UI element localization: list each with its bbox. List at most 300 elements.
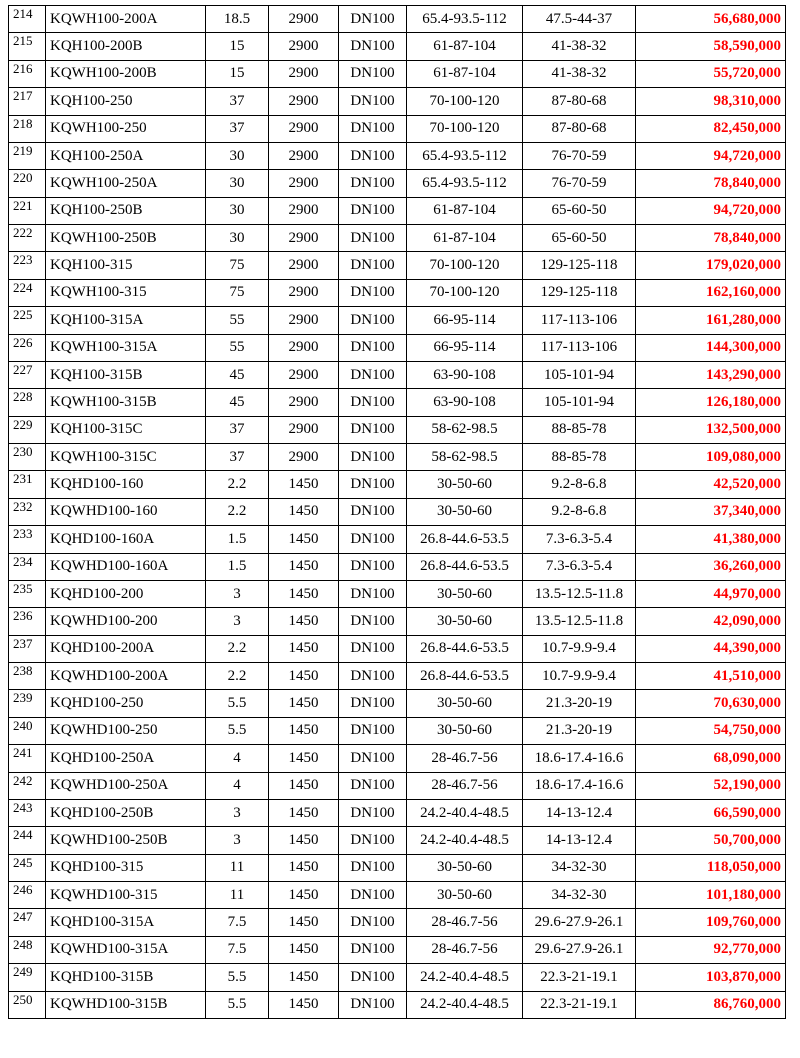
model-cell: KQWHD100-250B bbox=[46, 827, 206, 854]
diameter-cell: DN100 bbox=[339, 580, 407, 607]
table-row bbox=[9, 142, 786, 169]
head-cell: 21.3-20-19 bbox=[523, 690, 636, 717]
flow-cell: 70-100-120 bbox=[407, 252, 523, 279]
row-number: 249 bbox=[9, 964, 46, 991]
price-table bbox=[8, 5, 786, 1019]
flow-cell: 61-87-104 bbox=[407, 225, 523, 252]
price-cell: 52,190,000 bbox=[636, 772, 786, 799]
row-number: 234 bbox=[9, 553, 46, 580]
flow-cell: 24.2-40.4-48.5 bbox=[407, 827, 523, 854]
row-number: 239 bbox=[9, 690, 46, 717]
table-row bbox=[9, 553, 786, 580]
model-cell: KQWH100-250 bbox=[46, 115, 206, 142]
flow-cell: 70-100-120 bbox=[407, 88, 523, 115]
row-number: 222 bbox=[9, 225, 46, 252]
price-cell: 41,510,000 bbox=[636, 663, 786, 690]
head-cell: 9.2-8-6.8 bbox=[523, 498, 636, 525]
table-row bbox=[9, 444, 786, 471]
row-number: 228 bbox=[9, 389, 46, 416]
head-cell: 87-80-68 bbox=[523, 88, 636, 115]
table-row bbox=[9, 498, 786, 525]
speed-cell: 2900 bbox=[269, 279, 339, 306]
speed-cell: 1450 bbox=[269, 772, 339, 799]
speed-cell: 2900 bbox=[269, 170, 339, 197]
table-row bbox=[9, 115, 786, 142]
row-number: 232 bbox=[9, 498, 46, 525]
model-cell: KQWH100-315B bbox=[46, 389, 206, 416]
head-cell: 105-101-94 bbox=[523, 389, 636, 416]
power-cell: 75 bbox=[206, 252, 269, 279]
table-row bbox=[9, 964, 786, 991]
head-cell: 47.5-44-37 bbox=[523, 6, 636, 33]
row-number: 217 bbox=[9, 88, 46, 115]
table-body bbox=[9, 6, 786, 1019]
price-cell: 66,590,000 bbox=[636, 799, 786, 826]
row-number: 220 bbox=[9, 170, 46, 197]
head-cell: 34-32-30 bbox=[523, 854, 636, 881]
diameter-cell: DN100 bbox=[339, 772, 407, 799]
diameter-cell: DN100 bbox=[339, 936, 407, 963]
speed-cell: 1450 bbox=[269, 854, 339, 881]
model-cell: KQH100-250A bbox=[46, 142, 206, 169]
head-cell: 65-60-50 bbox=[523, 225, 636, 252]
price-cell: 92,770,000 bbox=[636, 936, 786, 963]
diameter-cell: DN100 bbox=[339, 334, 407, 361]
power-cell: 5.5 bbox=[206, 690, 269, 717]
diameter-cell: DN100 bbox=[339, 717, 407, 744]
head-cell: 14-13-12.4 bbox=[523, 799, 636, 826]
diameter-cell: DN100 bbox=[339, 279, 407, 306]
head-cell: 13.5-12.5-11.8 bbox=[523, 580, 636, 607]
head-cell: 29.6-27.9-26.1 bbox=[523, 936, 636, 963]
flow-cell: 30-50-60 bbox=[407, 608, 523, 635]
head-cell: 88-85-78 bbox=[523, 416, 636, 443]
flow-cell: 30-50-60 bbox=[407, 690, 523, 717]
price-cell: 56,680,000 bbox=[636, 6, 786, 33]
table-row bbox=[9, 580, 786, 607]
head-cell: 117-113-106 bbox=[523, 307, 636, 334]
speed-cell: 1450 bbox=[269, 882, 339, 909]
head-cell: 129-125-118 bbox=[523, 279, 636, 306]
model-cell: KQHD100-315A bbox=[46, 909, 206, 936]
speed-cell: 1450 bbox=[269, 690, 339, 717]
model-cell: KQWH100-315C bbox=[46, 444, 206, 471]
power-cell: 30 bbox=[206, 170, 269, 197]
speed-cell: 1450 bbox=[269, 580, 339, 607]
price-cell: 42,520,000 bbox=[636, 471, 786, 498]
flow-cell: 70-100-120 bbox=[407, 279, 523, 306]
price-cell: 126,180,000 bbox=[636, 389, 786, 416]
flow-cell: 26.8-44.6-53.5 bbox=[407, 635, 523, 662]
row-number: 250 bbox=[9, 991, 46, 1018]
speed-cell: 2900 bbox=[269, 334, 339, 361]
table-row bbox=[9, 827, 786, 854]
diameter-cell: DN100 bbox=[339, 170, 407, 197]
power-cell: 5.5 bbox=[206, 991, 269, 1018]
model-cell: KQWHD100-315 bbox=[46, 882, 206, 909]
flow-cell: 63-90-108 bbox=[407, 389, 523, 416]
diameter-cell: DN100 bbox=[339, 389, 407, 416]
model-cell: KQWH100-250B bbox=[46, 225, 206, 252]
flow-cell: 58-62-98.5 bbox=[407, 416, 523, 443]
head-cell: 76-70-59 bbox=[523, 142, 636, 169]
table-row bbox=[9, 6, 786, 33]
head-cell: 14-13-12.4 bbox=[523, 827, 636, 854]
row-number: 241 bbox=[9, 745, 46, 772]
price-cell: 82,450,000 bbox=[636, 115, 786, 142]
speed-cell: 2900 bbox=[269, 197, 339, 224]
diameter-cell: DN100 bbox=[339, 991, 407, 1018]
power-cell: 45 bbox=[206, 361, 269, 388]
row-number: 244 bbox=[9, 827, 46, 854]
model-cell: KQHD100-315B bbox=[46, 964, 206, 991]
model-cell: KQH100-315A bbox=[46, 307, 206, 334]
speed-cell: 1450 bbox=[269, 553, 339, 580]
table-row bbox=[9, 279, 786, 306]
price-cell: 103,870,000 bbox=[636, 964, 786, 991]
table-row bbox=[9, 854, 786, 881]
table-row bbox=[9, 170, 786, 197]
power-cell: 55 bbox=[206, 334, 269, 361]
model-cell: KQWHD100-160 bbox=[46, 498, 206, 525]
diameter-cell: DN100 bbox=[339, 854, 407, 881]
model-cell: KQHD100-250 bbox=[46, 690, 206, 717]
row-number: 240 bbox=[9, 717, 46, 744]
row-number: 229 bbox=[9, 416, 46, 443]
head-cell: 88-85-78 bbox=[523, 444, 636, 471]
diameter-cell: DN100 bbox=[339, 416, 407, 443]
flow-cell: 61-87-104 bbox=[407, 33, 523, 60]
table-row bbox=[9, 307, 786, 334]
speed-cell: 1450 bbox=[269, 991, 339, 1018]
head-cell: 41-38-32 bbox=[523, 33, 636, 60]
head-cell: 18.6-17.4-16.6 bbox=[523, 745, 636, 772]
row-number: 235 bbox=[9, 580, 46, 607]
model-cell: KQWHD100-250A bbox=[46, 772, 206, 799]
flow-cell: 24.2-40.4-48.5 bbox=[407, 799, 523, 826]
price-cell: 55,720,000 bbox=[636, 60, 786, 87]
model-cell: KQHD100-250B bbox=[46, 799, 206, 826]
table-row bbox=[9, 60, 786, 87]
head-cell: 105-101-94 bbox=[523, 361, 636, 388]
price-cell: 94,720,000 bbox=[636, 142, 786, 169]
diameter-cell: DN100 bbox=[339, 553, 407, 580]
table-row bbox=[9, 252, 786, 279]
model-cell: KQWH100-200A bbox=[46, 6, 206, 33]
row-number: 218 bbox=[9, 115, 46, 142]
speed-cell: 1450 bbox=[269, 827, 339, 854]
price-cell: 144,300,000 bbox=[636, 334, 786, 361]
price-cell: 98,310,000 bbox=[636, 88, 786, 115]
row-number: 221 bbox=[9, 197, 46, 224]
diameter-cell: DN100 bbox=[339, 964, 407, 991]
model-cell: KQH100-315 bbox=[46, 252, 206, 279]
row-number: 233 bbox=[9, 526, 46, 553]
model-cell: KQWHD100-315A bbox=[46, 936, 206, 963]
speed-cell: 2900 bbox=[269, 416, 339, 443]
model-cell: KQWH100-250A bbox=[46, 170, 206, 197]
head-cell: 7.3-6.3-5.4 bbox=[523, 526, 636, 553]
diameter-cell: DN100 bbox=[339, 33, 407, 60]
model-cell: KQWH100-315A bbox=[46, 334, 206, 361]
diameter-cell: DN100 bbox=[339, 60, 407, 87]
table-row bbox=[9, 936, 786, 963]
speed-cell: 1450 bbox=[269, 964, 339, 991]
diameter-cell: DN100 bbox=[339, 225, 407, 252]
power-cell: 30 bbox=[206, 197, 269, 224]
row-number: 219 bbox=[9, 142, 46, 169]
flow-cell: 30-50-60 bbox=[407, 498, 523, 525]
speed-cell: 2900 bbox=[269, 33, 339, 60]
power-cell: 37 bbox=[206, 88, 269, 115]
diameter-cell: DN100 bbox=[339, 88, 407, 115]
power-cell: 30 bbox=[206, 225, 269, 252]
speed-cell: 1450 bbox=[269, 608, 339, 635]
price-cell: 86,760,000 bbox=[636, 991, 786, 1018]
power-cell: 2.2 bbox=[206, 498, 269, 525]
speed-cell: 1450 bbox=[269, 936, 339, 963]
speed-cell: 1450 bbox=[269, 635, 339, 662]
power-cell: 5.5 bbox=[206, 964, 269, 991]
table-row bbox=[9, 33, 786, 60]
price-cell: 78,840,000 bbox=[636, 170, 786, 197]
head-cell: 87-80-68 bbox=[523, 115, 636, 142]
price-cell: 132,500,000 bbox=[636, 416, 786, 443]
flow-cell: 28-46.7-56 bbox=[407, 772, 523, 799]
row-number: 238 bbox=[9, 663, 46, 690]
table-row bbox=[9, 471, 786, 498]
power-cell: 37 bbox=[206, 115, 269, 142]
head-cell: 13.5-12.5-11.8 bbox=[523, 608, 636, 635]
price-cell: 54,750,000 bbox=[636, 717, 786, 744]
diameter-cell: DN100 bbox=[339, 690, 407, 717]
row-number: 247 bbox=[9, 909, 46, 936]
power-cell: 4 bbox=[206, 772, 269, 799]
speed-cell: 2900 bbox=[269, 307, 339, 334]
model-cell: KQWHD100-160A bbox=[46, 553, 206, 580]
price-cell: 162,160,000 bbox=[636, 279, 786, 306]
speed-cell: 1450 bbox=[269, 663, 339, 690]
head-cell: 10.7-9.9-9.4 bbox=[523, 663, 636, 690]
price-cell: 41,380,000 bbox=[636, 526, 786, 553]
head-cell: 117-113-106 bbox=[523, 334, 636, 361]
price-cell: 44,390,000 bbox=[636, 635, 786, 662]
power-cell: 3 bbox=[206, 827, 269, 854]
table-row bbox=[9, 416, 786, 443]
price-cell: 58,590,000 bbox=[636, 33, 786, 60]
table-row bbox=[9, 88, 786, 115]
power-cell: 2.2 bbox=[206, 471, 269, 498]
price-cell: 109,760,000 bbox=[636, 909, 786, 936]
flow-cell: 26.8-44.6-53.5 bbox=[407, 663, 523, 690]
power-cell: 4 bbox=[206, 745, 269, 772]
power-cell: 3 bbox=[206, 608, 269, 635]
row-number: 231 bbox=[9, 471, 46, 498]
table-row bbox=[9, 225, 786, 252]
row-number: 214 bbox=[9, 6, 46, 33]
flow-cell: 24.2-40.4-48.5 bbox=[407, 964, 523, 991]
table-row bbox=[9, 772, 786, 799]
table-row bbox=[9, 663, 786, 690]
head-cell: 41-38-32 bbox=[523, 60, 636, 87]
head-cell: 10.7-9.9-9.4 bbox=[523, 635, 636, 662]
table-row bbox=[9, 690, 786, 717]
speed-cell: 2900 bbox=[269, 142, 339, 169]
flow-cell: 65.4-93.5-112 bbox=[407, 142, 523, 169]
power-cell: 30 bbox=[206, 142, 269, 169]
flow-cell: 30-50-60 bbox=[407, 854, 523, 881]
model-cell: KQH100-250B bbox=[46, 197, 206, 224]
model-cell: KQWHD100-200A bbox=[46, 663, 206, 690]
diameter-cell: DN100 bbox=[339, 444, 407, 471]
head-cell: 9.2-8-6.8 bbox=[523, 471, 636, 498]
price-cell: 37,340,000 bbox=[636, 498, 786, 525]
speed-cell: 2900 bbox=[269, 361, 339, 388]
table-row bbox=[9, 526, 786, 553]
speed-cell: 2900 bbox=[269, 444, 339, 471]
flow-cell: 30-50-60 bbox=[407, 471, 523, 498]
diameter-cell: DN100 bbox=[339, 745, 407, 772]
flow-cell: 70-100-120 bbox=[407, 115, 523, 142]
row-number: 237 bbox=[9, 635, 46, 662]
diameter-cell: DN100 bbox=[339, 635, 407, 662]
diameter-cell: DN100 bbox=[339, 252, 407, 279]
diameter-cell: DN100 bbox=[339, 608, 407, 635]
model-cell: KQWHD100-200 bbox=[46, 608, 206, 635]
power-cell: 55 bbox=[206, 307, 269, 334]
head-cell: 34-32-30 bbox=[523, 882, 636, 909]
table-row bbox=[9, 909, 786, 936]
power-cell: 37 bbox=[206, 444, 269, 471]
power-cell: 75 bbox=[206, 279, 269, 306]
row-number: 215 bbox=[9, 33, 46, 60]
diameter-cell: DN100 bbox=[339, 526, 407, 553]
head-cell: 21.3-20-19 bbox=[523, 717, 636, 744]
price-cell: 78,840,000 bbox=[636, 225, 786, 252]
row-number: 226 bbox=[9, 334, 46, 361]
speed-cell: 1450 bbox=[269, 745, 339, 772]
row-number: 248 bbox=[9, 936, 46, 963]
price-cell: 50,700,000 bbox=[636, 827, 786, 854]
diameter-cell: DN100 bbox=[339, 307, 407, 334]
speed-cell: 1450 bbox=[269, 498, 339, 525]
speed-cell: 2900 bbox=[269, 225, 339, 252]
price-cell: 70,630,000 bbox=[636, 690, 786, 717]
price-cell: 179,020,000 bbox=[636, 252, 786, 279]
diameter-cell: DN100 bbox=[339, 471, 407, 498]
speed-cell: 2900 bbox=[269, 6, 339, 33]
price-cell: 101,180,000 bbox=[636, 882, 786, 909]
diameter-cell: DN100 bbox=[339, 827, 407, 854]
head-cell: 29.6-27.9-26.1 bbox=[523, 909, 636, 936]
flow-cell: 24.2-40.4-48.5 bbox=[407, 991, 523, 1018]
row-number: 216 bbox=[9, 60, 46, 87]
model-cell: KQHD100-200 bbox=[46, 580, 206, 607]
model-cell: KQH100-250 bbox=[46, 88, 206, 115]
speed-cell: 2900 bbox=[269, 115, 339, 142]
row-number: 236 bbox=[9, 608, 46, 635]
head-cell: 129-125-118 bbox=[523, 252, 636, 279]
power-cell: 11 bbox=[206, 854, 269, 881]
speed-cell: 2900 bbox=[269, 88, 339, 115]
power-cell: 15 bbox=[206, 60, 269, 87]
flow-cell: 28-46.7-56 bbox=[407, 745, 523, 772]
diameter-cell: DN100 bbox=[339, 142, 407, 169]
power-cell: 1.5 bbox=[206, 553, 269, 580]
model-cell: KQH100-200B bbox=[46, 33, 206, 60]
model-cell: KQHD100-315 bbox=[46, 854, 206, 881]
table-row bbox=[9, 635, 786, 662]
diameter-cell: DN100 bbox=[339, 799, 407, 826]
power-cell: 15 bbox=[206, 33, 269, 60]
power-cell: 7.5 bbox=[206, 909, 269, 936]
head-cell: 22.3-21-19.1 bbox=[523, 991, 636, 1018]
table-row bbox=[9, 745, 786, 772]
price-cell: 42,090,000 bbox=[636, 608, 786, 635]
power-cell: 2.2 bbox=[206, 635, 269, 662]
model-cell: KQWHD100-315B bbox=[46, 991, 206, 1018]
table-row bbox=[9, 608, 786, 635]
flow-cell: 65.4-93.5-112 bbox=[407, 170, 523, 197]
head-cell: 22.3-21-19.1 bbox=[523, 964, 636, 991]
price-cell: 161,280,000 bbox=[636, 307, 786, 334]
power-cell: 37 bbox=[206, 416, 269, 443]
diameter-cell: DN100 bbox=[339, 6, 407, 33]
table-row bbox=[9, 389, 786, 416]
model-cell: KQHD100-160A bbox=[46, 526, 206, 553]
table-row bbox=[9, 991, 786, 1018]
row-number: 245 bbox=[9, 854, 46, 881]
power-cell: 7.5 bbox=[206, 936, 269, 963]
model-cell: KQHD100-250A bbox=[46, 745, 206, 772]
diameter-cell: DN100 bbox=[339, 498, 407, 525]
row-number: 223 bbox=[9, 252, 46, 279]
price-cell: 68,090,000 bbox=[636, 745, 786, 772]
table-row bbox=[9, 799, 786, 826]
flow-cell: 30-50-60 bbox=[407, 882, 523, 909]
speed-cell: 1450 bbox=[269, 909, 339, 936]
power-cell: 11 bbox=[206, 882, 269, 909]
diameter-cell: DN100 bbox=[339, 197, 407, 224]
price-cell: 94,720,000 bbox=[636, 197, 786, 224]
power-cell: 18.5 bbox=[206, 6, 269, 33]
head-cell: 76-70-59 bbox=[523, 170, 636, 197]
speed-cell: 2900 bbox=[269, 60, 339, 87]
power-cell: 45 bbox=[206, 389, 269, 416]
flow-cell: 30-50-60 bbox=[407, 717, 523, 744]
model-cell: KQWH100-315 bbox=[46, 279, 206, 306]
row-number: 242 bbox=[9, 772, 46, 799]
flow-cell: 58-62-98.5 bbox=[407, 444, 523, 471]
diameter-cell: DN100 bbox=[339, 882, 407, 909]
flow-cell: 28-46.7-56 bbox=[407, 909, 523, 936]
model-cell: KQHD100-200A bbox=[46, 635, 206, 662]
model-cell: KQH100-315C bbox=[46, 416, 206, 443]
model-cell: KQWH100-200B bbox=[46, 60, 206, 87]
speed-cell: 1450 bbox=[269, 799, 339, 826]
price-cell: 143,290,000 bbox=[636, 361, 786, 388]
row-number: 243 bbox=[9, 799, 46, 826]
price-cell: 44,970,000 bbox=[636, 580, 786, 607]
diameter-cell: DN100 bbox=[339, 663, 407, 690]
flow-cell: 26.8-44.6-53.5 bbox=[407, 526, 523, 553]
flow-cell: 61-87-104 bbox=[407, 197, 523, 224]
flow-cell: 61-87-104 bbox=[407, 60, 523, 87]
table-row bbox=[9, 717, 786, 744]
table-row bbox=[9, 197, 786, 224]
speed-cell: 2900 bbox=[269, 389, 339, 416]
table-row bbox=[9, 361, 786, 388]
